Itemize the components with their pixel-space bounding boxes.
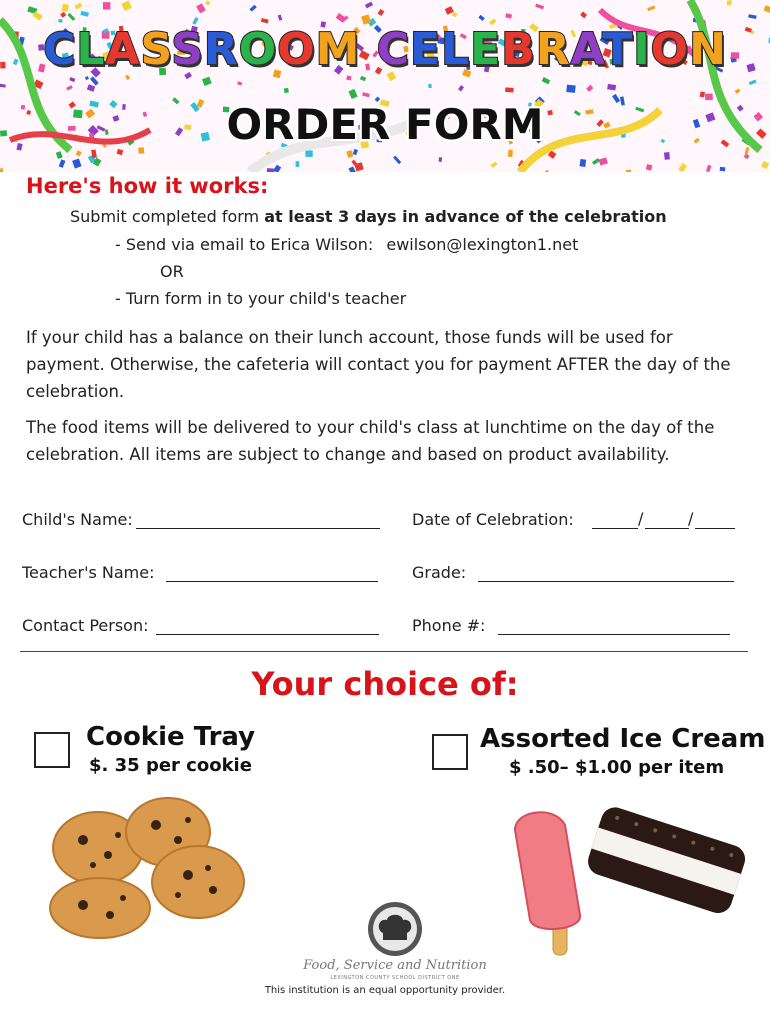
date-year-field[interactable] — [695, 528, 735, 529]
cookie-tray-checkbox[interactable] — [34, 732, 70, 768]
or-text: OR — [160, 262, 184, 281]
email-address[interactable]: ewilson@lexington1.net — [386, 235, 579, 254]
ice-cream-image — [495, 805, 745, 970]
delivery-paragraph: The food items will be delivered to your child's class at lunchtime on the day of the celebration. All items are subject to change and based on product availability. — [26, 418, 715, 464]
header-banner — [0, 0, 770, 172]
choice-heading: Your choice of: — [251, 665, 519, 703]
email-option-label: - Send via email to Erica Wilson: — [115, 235, 374, 254]
date-day-field[interactable] — [645, 528, 689, 529]
logo-name: Food, Service and Nutrition — [303, 958, 487, 973]
email-option — [115, 235, 578, 254]
cookie-tray-name: Cookie Tray — [86, 722, 256, 752]
cookie-tray-price: $. 35 per cookie — [89, 755, 252, 776]
phone-field[interactable] — [498, 634, 730, 635]
submit-instruction-text: Submit completed form — [70, 207, 265, 226]
contact-person-label: Contact Person: — [22, 616, 149, 635]
childs-name-label: Child's Name: — [22, 510, 133, 529]
grade-field[interactable] — [478, 581, 734, 582]
date-separator: / — [688, 509, 694, 528]
teachers-name-label: Teacher's Name: — [22, 563, 155, 582]
section-divider — [20, 651, 748, 652]
date-separator: / — [638, 509, 644, 528]
page-title-line1: CLASSROOM CELEBRATION — [43, 24, 727, 75]
cookies-image — [48, 790, 258, 940]
logo-subtitle: LEXINGTON COUNTY SCHOOL DISTRICT ONE — [330, 975, 460, 981]
teacher-option: - Turn form in to your child's teacher — [115, 289, 407, 308]
ice-cream-name: Assorted Ice Cream — [480, 724, 766, 754]
grade-label: Grade: — [412, 563, 467, 582]
payment-paragraph: If your child has a balance on their lunch account, those funds will be used for payment. Otherwise, the cafeteria will contact you for payment AFTER the day of the celebration. — [26, 328, 731, 401]
date-month-field[interactable] — [592, 528, 638, 529]
how-it-works-heading: Here's how it works: — [26, 174, 269, 198]
equal-opportunity-note: This institution is an equal opportunity provider. — [264, 985, 506, 996]
teachers-name-field[interactable] — [166, 581, 378, 582]
childs-name-field[interactable] — [136, 528, 380, 529]
submit-instruction — [70, 207, 667, 226]
ice-cream-price: $ .50– $1.00 per item — [509, 757, 725, 778]
phone-label: Phone #: — [412, 616, 486, 635]
page-title-line2: ORDER FORM — [226, 100, 544, 149]
date-of-celebration-label: Date of Celebration: — [412, 510, 574, 529]
chef-hat-logo-icon — [366, 900, 424, 958]
ice-cream-checkbox[interactable] — [432, 734, 468, 770]
contact-person-field[interactable] — [156, 634, 379, 635]
submit-deadline: at least 3 days in advance of the celebration — [264, 207, 667, 226]
